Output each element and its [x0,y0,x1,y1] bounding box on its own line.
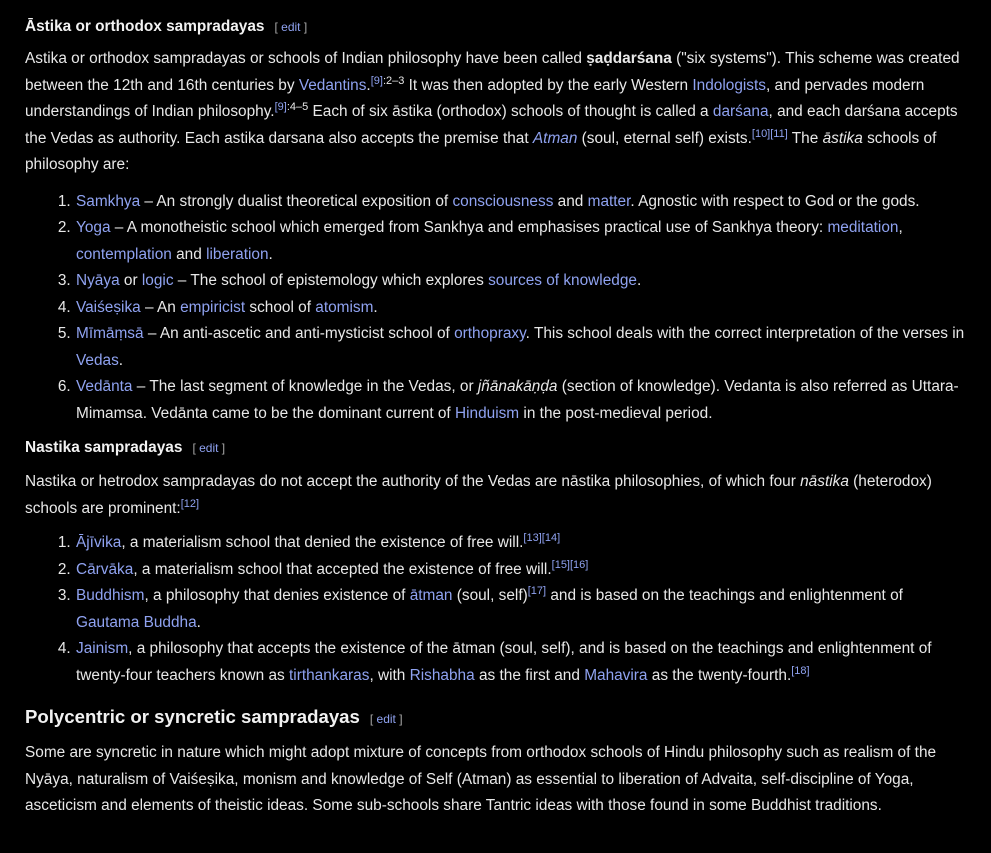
link-consciousness[interactable]: consciousness [452,192,554,210]
link-jainism[interactable]: Jainism [76,640,129,657]
edit-section-link[interactable]: edit [281,20,301,34]
page-ref: :2–3 [382,74,405,87]
text: . [196,613,201,631]
text: and [171,245,207,263]
ref-11[interactable]: [11] [770,127,788,140]
text: – The school of epistemology which explores [173,272,489,289]
term-nastika: nāstika [800,473,849,490]
text: – The last segment of knowledge in the Vedas, or [132,378,478,395]
section-title: Āstika or orthodox sampradayas [25,18,265,35]
ref-17[interactable]: [17] [527,584,547,597]
page-ref: :4–5 [286,100,309,113]
ref-9[interactable]: [9] [274,100,287,113]
term-saddarsana: ṣaḍdarśana [586,50,672,67]
text: , [898,219,903,236]
link-mahavira[interactable]: Mahavira [584,666,648,684]
text: (soul, eternal self) exists. [577,129,752,147]
text: (soul, self) [452,587,528,604]
text: . [636,272,642,289]
paragraph-astika: Astika or orthodox sampradayas or schools of Indian philosophy have been called ṣaḍdarśana ("six systems"). This scheme was created between the 12th and 16th centuries by Vedantins.$^{[9]:2-3}$ It was then adopted by the early Western Indologists, and pervades modern understandings of Indian philosophy.$^{[9]:4-5}$ Each of six āstika (orthodox) schools of thought is called a darśana, and each darśana accepts the Vedas as authority. Each astika darsana also accepts the premise that Atman (soul, eternal self) exists.[10][11] The āstika schools of philosophy are: [25,50,960,173]
text: (heterodox) schools are prominent: [25,473,932,517]
list-item [75,295,967,322]
link-mimamsa[interactable]: Mīmāṃsā [76,325,144,342]
list-item [75,636,967,689]
edit-section: [ edit ] [369,712,403,726]
section-title: Nastika sampradayas [25,439,183,456]
text: . This school deals with the correct interpretation of the verses in [525,325,965,342]
paragraph-polycentric: Some are syncretic in nature which might adopt mixture of concepts from orthodox schools of Hindu philosophy such as realism of the Nyāya, naturalism of Vaiśeṣika, monism and knowledge of Self (Atman) as essential to liberation of Advaita, self-discipline of Yoga, asceticism and elements of theistic ideas. Some sub-schools share Tantric ideas with those found in some Buddhist traditions. [25,744,937,814]
link-matter[interactable]: matter [587,192,631,210]
text: , with [369,666,410,684]
ref-13[interactable]: [13] [523,531,542,544]
link-gautama-buddha[interactable]: Gautama Buddha [76,613,197,631]
link-empiricist[interactable]: empiricist [180,298,246,316]
text: , and pervades modern understandings of Indian philosophy. [25,76,925,120]
text: – An anti-ascetic and anti-mysticist school of [143,325,455,342]
link-nyaya[interactable]: Nyāya [76,272,120,289]
text: Nastika or hetrodox sampradayas do not accept the authority of the Vedas are nāstika philosophies, of which four [25,473,801,490]
section-heading-polycentric [25,702,967,734]
text: and is based on the teachings and enlightenment of [546,587,903,604]
ref-15[interactable]: [15] [551,558,570,571]
text: . [268,245,273,263]
text: The [787,129,823,147]
text: . [118,351,124,369]
link-tirthankaras[interactable]: tirthankaras [289,666,370,684]
text: as the twenty-fourth. [647,666,792,684]
text: as the first and [474,666,585,684]
text: It was then adopted by the early Western [404,76,693,94]
link-liberation[interactable]: liberation [206,245,269,263]
ref-14[interactable]: [14] [541,531,561,544]
link-carvaka[interactable]: Cārvāka [76,560,134,578]
link-indologists[interactable]: Indologists [692,76,766,94]
link-sources-of-knowledge[interactable]: sources of knowledge [488,272,637,289]
list-item [75,321,967,374]
text: and [553,192,588,210]
link-meditation[interactable]: meditation [827,219,899,236]
link-contemplation[interactable]: contemplation [76,245,172,263]
edit-section: [ edit ] [192,441,226,455]
link-vaisesika[interactable]: Vaiśeṣika [76,298,141,316]
text: – An strongly dualist theoretical exposition of [140,192,453,210]
list-item [75,215,967,268]
text: , a philosophy that denies existence of [144,587,410,604]
text: in the post-medieval period. [519,404,713,422]
ref-12[interactable]: [12] [180,497,200,510]
ref-9[interactable]: [9] [370,74,383,87]
text: , a materialism school that denied the existence of free will. [121,534,524,551]
text: , a materialism school that accepted the existence of free will. [133,560,552,578]
text: school of [245,298,316,316]
link-orthopraxy[interactable]: orthopraxy [454,325,526,342]
link-vedas[interactable]: Vedas [76,351,119,369]
link-samkhya[interactable]: Samkhya [76,192,141,210]
link-ajivika[interactable]: Ājīvika [76,534,122,551]
list-astika-schools [25,189,967,428]
edit-section-link[interactable]: edit [376,712,396,726]
link-vedanta[interactable]: Vedānta [76,378,133,395]
section-heading-nastika [25,435,967,461]
link-vedantins[interactable]: Vedantins [298,76,367,94]
link-atman[interactable]: Atman [532,129,578,147]
link-buddhism[interactable]: Buddhism [76,587,145,604]
ref-10[interactable]: [10] [751,127,771,140]
list-item [75,374,967,427]
link-hinduism[interactable]: Hinduism [454,404,520,422]
text: – An [140,298,181,316]
link-logic[interactable]: logic [141,272,174,289]
text: (section of knowledge). Vedanta is also referred as Uttara-Mimamsa. Vedānta came to be the dominant current of [76,378,959,422]
list-item [75,557,967,584]
paragraph-nastika [25,469,967,522]
text: , and each darśana accepts the Vedas as authority. Each astika darsana also accepts the premise that [25,103,958,147]
edit-section-link[interactable]: edit [199,441,219,455]
list-nastika-schools [25,530,967,689]
list-item [75,583,967,636]
list-item [75,530,967,557]
list-item [75,268,967,295]
link-darsana[interactable]: darśana [712,103,769,120]
text: Each of six āstika (orthodox) schools of thought is called a [308,103,713,120]
text: Astika or orthodox sampradayas or schools of Indian philosophy have been called [25,50,587,67]
ref-16[interactable]: [16] [570,558,589,571]
section-heading-astika [25,14,967,40]
ref-18[interactable]: [18] [791,664,810,677]
term-astika: āstika [822,129,863,147]
link-yoga[interactable]: Yoga [76,219,111,236]
section-title: Polycentric or syncretic sampradayas [25,706,360,727]
link-rishabha[interactable]: Rishabha [409,666,475,684]
text: schools of philosophy are: [25,129,937,173]
text: or [119,272,142,289]
link-atomism[interactable]: atomism [315,298,374,316]
edit-section: [ edit ] [274,20,308,34]
text: , a philosophy that accepts the existence of the ātman (soul, self), and is based on the teachings and enlightenment of twenty-four teachers known as [76,640,932,684]
text: ("six systems"). This scheme was created between the 12th and 16th centuries by [25,50,960,94]
text: . [373,298,378,316]
link-atman[interactable]: ātman [409,587,453,604]
text: – A monotheistic school which emerged from Sankhya and emphasises practical use of Sankhya theory: [110,219,828,236]
term-jnanakanda: jñānakāṇḍa [477,378,558,395]
text: . Agnostic with respect to God or the gods. [630,192,920,210]
list-item [75,189,967,216]
